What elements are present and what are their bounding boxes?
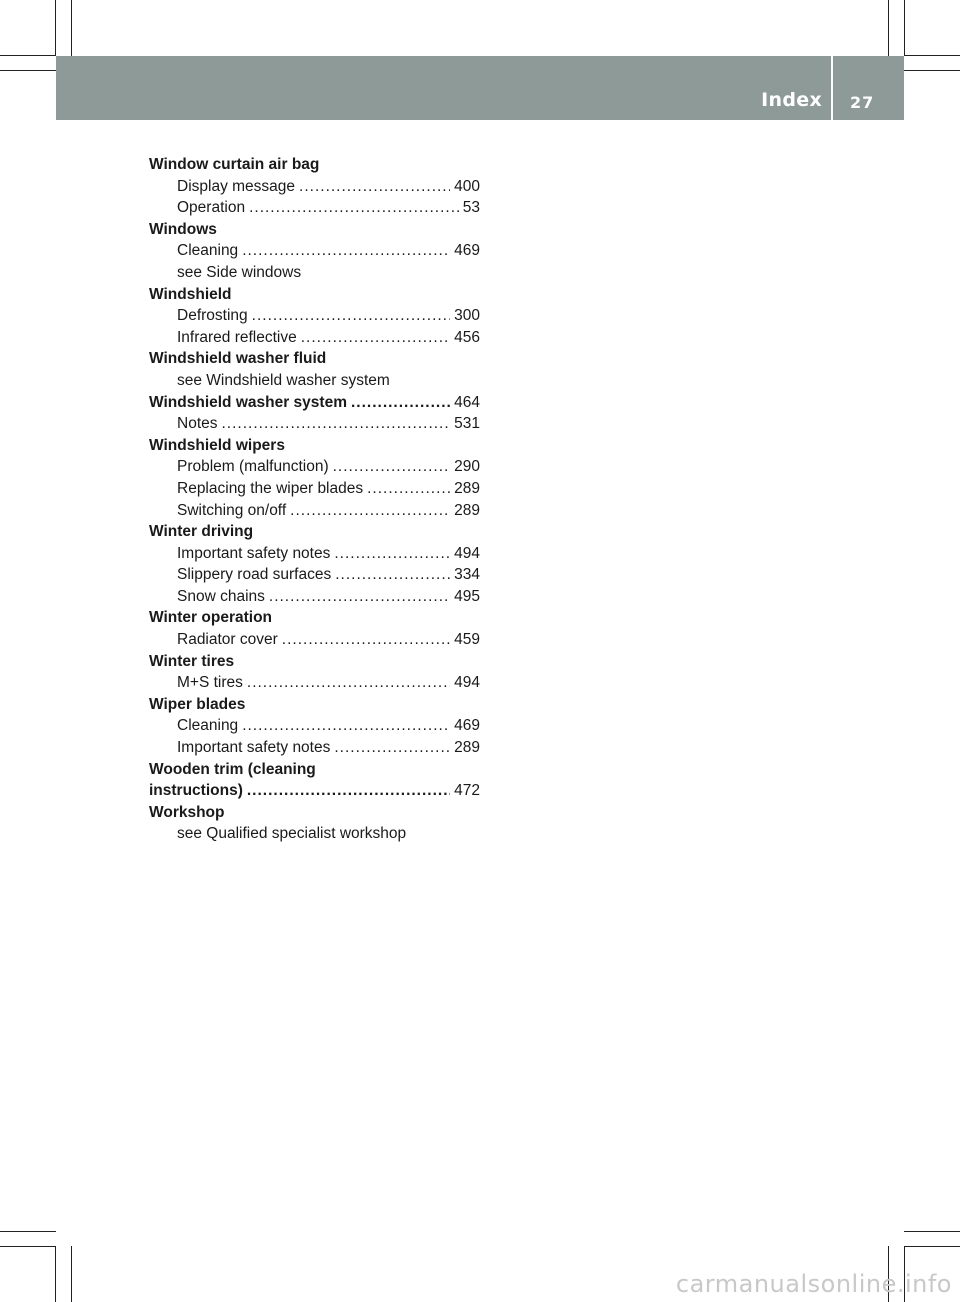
entry-label: Switching on/off xyxy=(177,501,287,519)
index-heading xyxy=(149,435,480,457)
entry-label: Windshield washer fluid xyxy=(149,350,327,368)
entry-label: Wooden trim (cleaning xyxy=(149,760,316,778)
index-heading xyxy=(149,759,480,781)
index-subentry xyxy=(149,478,480,500)
entry-page-number: 469 xyxy=(454,242,480,260)
dot-leader xyxy=(334,543,450,565)
entry-page-number: 290 xyxy=(454,458,480,476)
dot-leader xyxy=(333,456,451,478)
entry-label: Cleaning xyxy=(177,242,239,260)
dot-leader xyxy=(299,176,450,198)
entry-label: M+S tires xyxy=(177,674,243,692)
index-subentry xyxy=(149,564,480,586)
entry-label: Windows xyxy=(149,220,217,238)
entry-page-number: 400 xyxy=(454,177,480,195)
entry-label: Operation xyxy=(177,199,246,217)
index-subentry xyxy=(149,737,480,759)
watermark: carmanualsonline.info xyxy=(675,1270,952,1298)
entry-label: Important safety notes xyxy=(177,739,331,757)
entry-label: Windshield wipers xyxy=(149,436,285,454)
section-title: Index xyxy=(761,89,822,111)
entry-page-number: 289 xyxy=(454,501,480,519)
index-subentry xyxy=(149,823,480,845)
entry-label: Wiper blades xyxy=(149,695,246,713)
crop-mark xyxy=(0,55,56,56)
crop-mark xyxy=(904,55,960,56)
index-heading xyxy=(149,219,480,241)
entry-page-number: 495 xyxy=(454,587,480,605)
index-heading xyxy=(149,651,480,673)
entry-page-number: 289 xyxy=(454,739,480,757)
dot-leader xyxy=(335,564,450,586)
entry-page-number: 464 xyxy=(454,393,480,411)
dot-leader xyxy=(252,305,450,327)
index-subentry xyxy=(149,305,480,327)
crop-mark xyxy=(904,1231,960,1232)
index-subentry xyxy=(149,629,480,651)
entry-label: Replacing the wiper blades xyxy=(177,479,364,497)
entry-page-number: 469 xyxy=(454,717,480,735)
index-subentry xyxy=(149,413,480,435)
index-subentry xyxy=(149,240,480,262)
entry-label: Winter driving xyxy=(149,523,254,541)
entry-label: Defrosting xyxy=(177,307,248,325)
index-heading xyxy=(149,694,480,716)
dot-leader xyxy=(249,197,459,219)
entry-label: see Windshield washer system xyxy=(177,371,390,389)
dot-leader xyxy=(242,240,450,262)
dot-leader xyxy=(301,327,450,349)
crop-mark xyxy=(0,1246,56,1247)
dot-leader xyxy=(367,478,450,500)
index-subentry xyxy=(149,370,480,392)
entry-label: Window curtain air bag xyxy=(149,156,320,173)
entry-page-number: 494 xyxy=(454,674,480,692)
dot-leader xyxy=(334,737,450,759)
entry-page-number: 289 xyxy=(454,479,480,497)
entry-page-number: 531 xyxy=(454,415,480,433)
index-subentry xyxy=(149,500,480,522)
dot-leader xyxy=(242,715,450,737)
entry-label: see Qualified specialist workshop xyxy=(177,825,407,843)
index-subentry xyxy=(149,715,480,737)
dot-leader xyxy=(282,629,450,651)
dot-leader xyxy=(222,413,451,435)
crop-mark xyxy=(888,0,889,56)
crop-mark xyxy=(55,0,56,56)
index-list xyxy=(149,154,480,845)
entry-label: Winter tires xyxy=(149,652,235,670)
index-heading xyxy=(149,392,480,414)
entry-label: Radiator cover xyxy=(177,631,278,649)
index-heading xyxy=(149,607,480,629)
entry-label: Infrared reflective xyxy=(177,328,297,346)
entry-label: Cleaning xyxy=(177,717,239,735)
dot-leader xyxy=(247,672,450,694)
crop-mark xyxy=(904,0,905,56)
index-subentry xyxy=(149,262,480,284)
entry-label: Problem (malfunction) xyxy=(177,458,329,476)
index-heading xyxy=(149,802,480,824)
dot-leader xyxy=(269,586,450,608)
entry-label: Display message xyxy=(177,177,296,195)
entry-label: Snow chains xyxy=(177,587,265,605)
index-subentry xyxy=(149,543,480,565)
entry-page-number: 459 xyxy=(454,631,480,649)
entry-page-number: 334 xyxy=(454,566,480,584)
index-heading xyxy=(149,521,480,543)
index-subentry xyxy=(149,456,480,478)
entry-label: Winter operation xyxy=(149,609,273,627)
crop-mark xyxy=(0,1231,56,1232)
entry-label: Important safety notes xyxy=(177,544,331,562)
entry-label: Windshield xyxy=(149,285,232,303)
entry-label: instructions) xyxy=(149,782,243,800)
index-subentry xyxy=(149,176,480,198)
crop-mark xyxy=(71,1246,72,1302)
index-heading xyxy=(149,284,480,306)
entry-page-number: 53 xyxy=(462,199,480,217)
dot-leader xyxy=(247,780,450,802)
entry-page-number: 472 xyxy=(454,782,480,800)
entry-page-number: 494 xyxy=(454,544,480,562)
entry-page-number: 456 xyxy=(454,328,480,346)
index-heading xyxy=(149,780,480,802)
entry-label: Notes xyxy=(177,415,218,433)
entry-label: Windshield washer system xyxy=(149,393,347,411)
index-heading xyxy=(149,154,480,176)
crop-mark xyxy=(55,1246,56,1302)
index-subentry xyxy=(149,672,480,694)
header-divider xyxy=(831,56,833,120)
index-heading xyxy=(149,348,480,370)
entry-label: Workshop xyxy=(149,803,225,821)
index-subentry xyxy=(149,586,480,608)
crop-mark xyxy=(904,1246,960,1247)
dot-leader xyxy=(351,392,450,414)
index-subentry xyxy=(149,197,480,219)
crop-mark xyxy=(0,70,56,71)
crop-mark xyxy=(904,70,960,71)
crop-mark xyxy=(71,0,72,56)
index-subentry xyxy=(149,327,480,349)
entry-page-number: 300 xyxy=(454,307,480,325)
dot-leader xyxy=(290,500,450,522)
entry-label: see Side windows xyxy=(177,263,302,281)
page-number: 27 xyxy=(850,93,875,112)
entry-label: Slippery road surfaces xyxy=(177,566,332,584)
